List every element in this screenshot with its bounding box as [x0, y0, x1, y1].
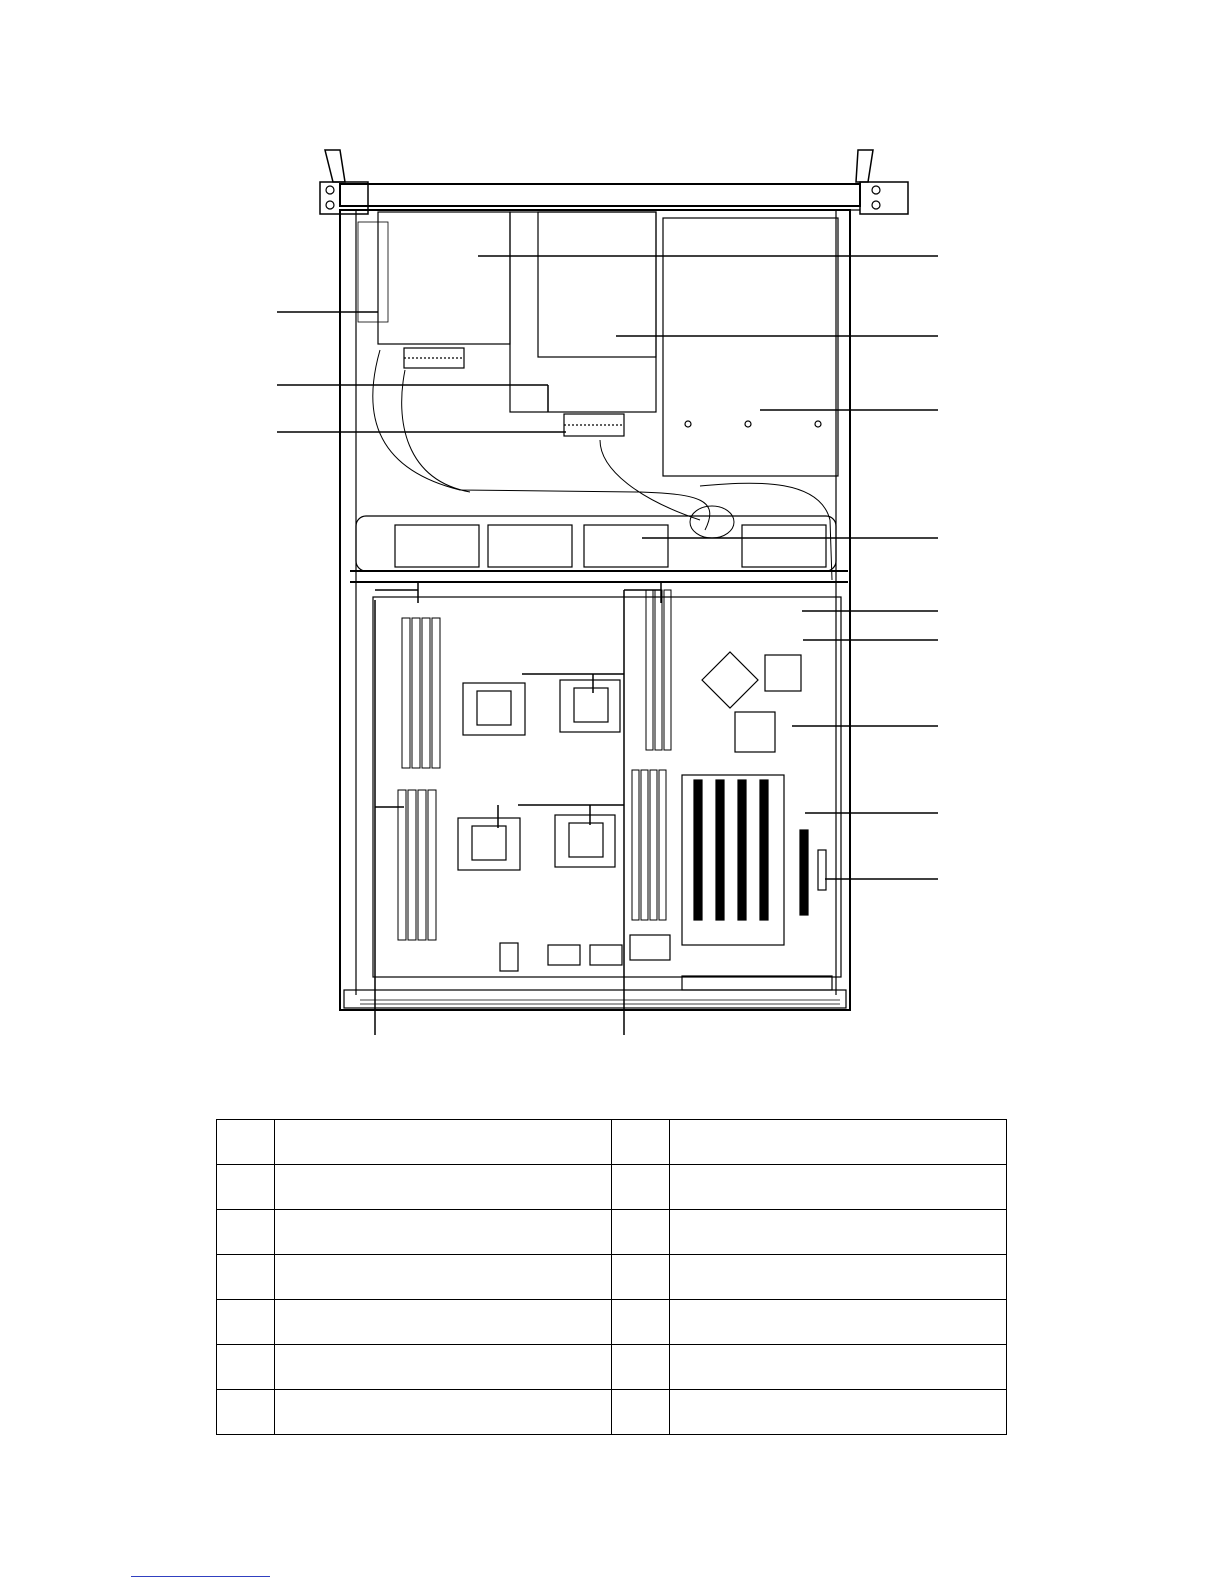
- table-row: [217, 1255, 1007, 1300]
- legend-number-cell: [612, 1210, 670, 1255]
- legend-description-cell: [670, 1345, 1007, 1390]
- legend-description-cell: [670, 1165, 1007, 1210]
- power-supply: [358, 212, 510, 368]
- legend-description-cell: [670, 1255, 1007, 1300]
- legend-number-cell: [612, 1345, 670, 1390]
- legend-number-cell: [612, 1165, 670, 1210]
- footer-link-rule: [131, 1576, 270, 1577]
- legend-description-cell: [275, 1390, 612, 1435]
- legend-description-cell: [670, 1300, 1007, 1345]
- expansion-slots: [682, 775, 826, 945]
- legend-number-cell: [612, 1300, 670, 1345]
- processor-sockets: [458, 680, 620, 870]
- component-legend-table: [216, 1119, 1007, 1435]
- rack-front-bezel: [320, 150, 908, 214]
- legend-number-cell: [217, 1255, 275, 1300]
- memory-slots-right: [632, 590, 671, 920]
- legend-description-cell: [670, 1120, 1007, 1165]
- callout-leader-lines: [277, 256, 938, 1035]
- legend-description-cell: [275, 1120, 612, 1165]
- rear-vent-grille: [360, 1000, 840, 1004]
- table-row: [217, 1390, 1007, 1435]
- table-row: [217, 1210, 1007, 1255]
- legend-number-cell: [217, 1210, 275, 1255]
- table-row: [217, 1165, 1007, 1210]
- legend-number-cell: [217, 1390, 275, 1435]
- legend-description-cell: [275, 1345, 612, 1390]
- legend-description-cell: [670, 1390, 1007, 1435]
- drive-cage: [510, 212, 656, 436]
- system-board: [373, 597, 841, 977]
- legend-number-cell: [217, 1300, 275, 1345]
- legend-number-cell: [612, 1120, 670, 1165]
- legend-number-cell: [612, 1390, 670, 1435]
- legend-description-cell: [275, 1165, 612, 1210]
- table-row: [217, 1345, 1007, 1390]
- legend-description-cell: [275, 1300, 612, 1345]
- table-row: [217, 1300, 1007, 1345]
- table-row: [217, 1120, 1007, 1165]
- fan-row: [350, 516, 848, 582]
- legend-number-cell: [612, 1255, 670, 1300]
- memory-slots-left: [398, 618, 440, 940]
- legend-description-cell: [275, 1255, 612, 1300]
- chipset-area: [702, 652, 801, 752]
- legend-description-cell: [670, 1210, 1007, 1255]
- legend-number-cell: [217, 1165, 275, 1210]
- legend-number-cell: [217, 1345, 275, 1390]
- legend-description-cell: [275, 1210, 612, 1255]
- rear-io-connectors: [500, 935, 832, 990]
- legend-number-cell: [217, 1120, 275, 1165]
